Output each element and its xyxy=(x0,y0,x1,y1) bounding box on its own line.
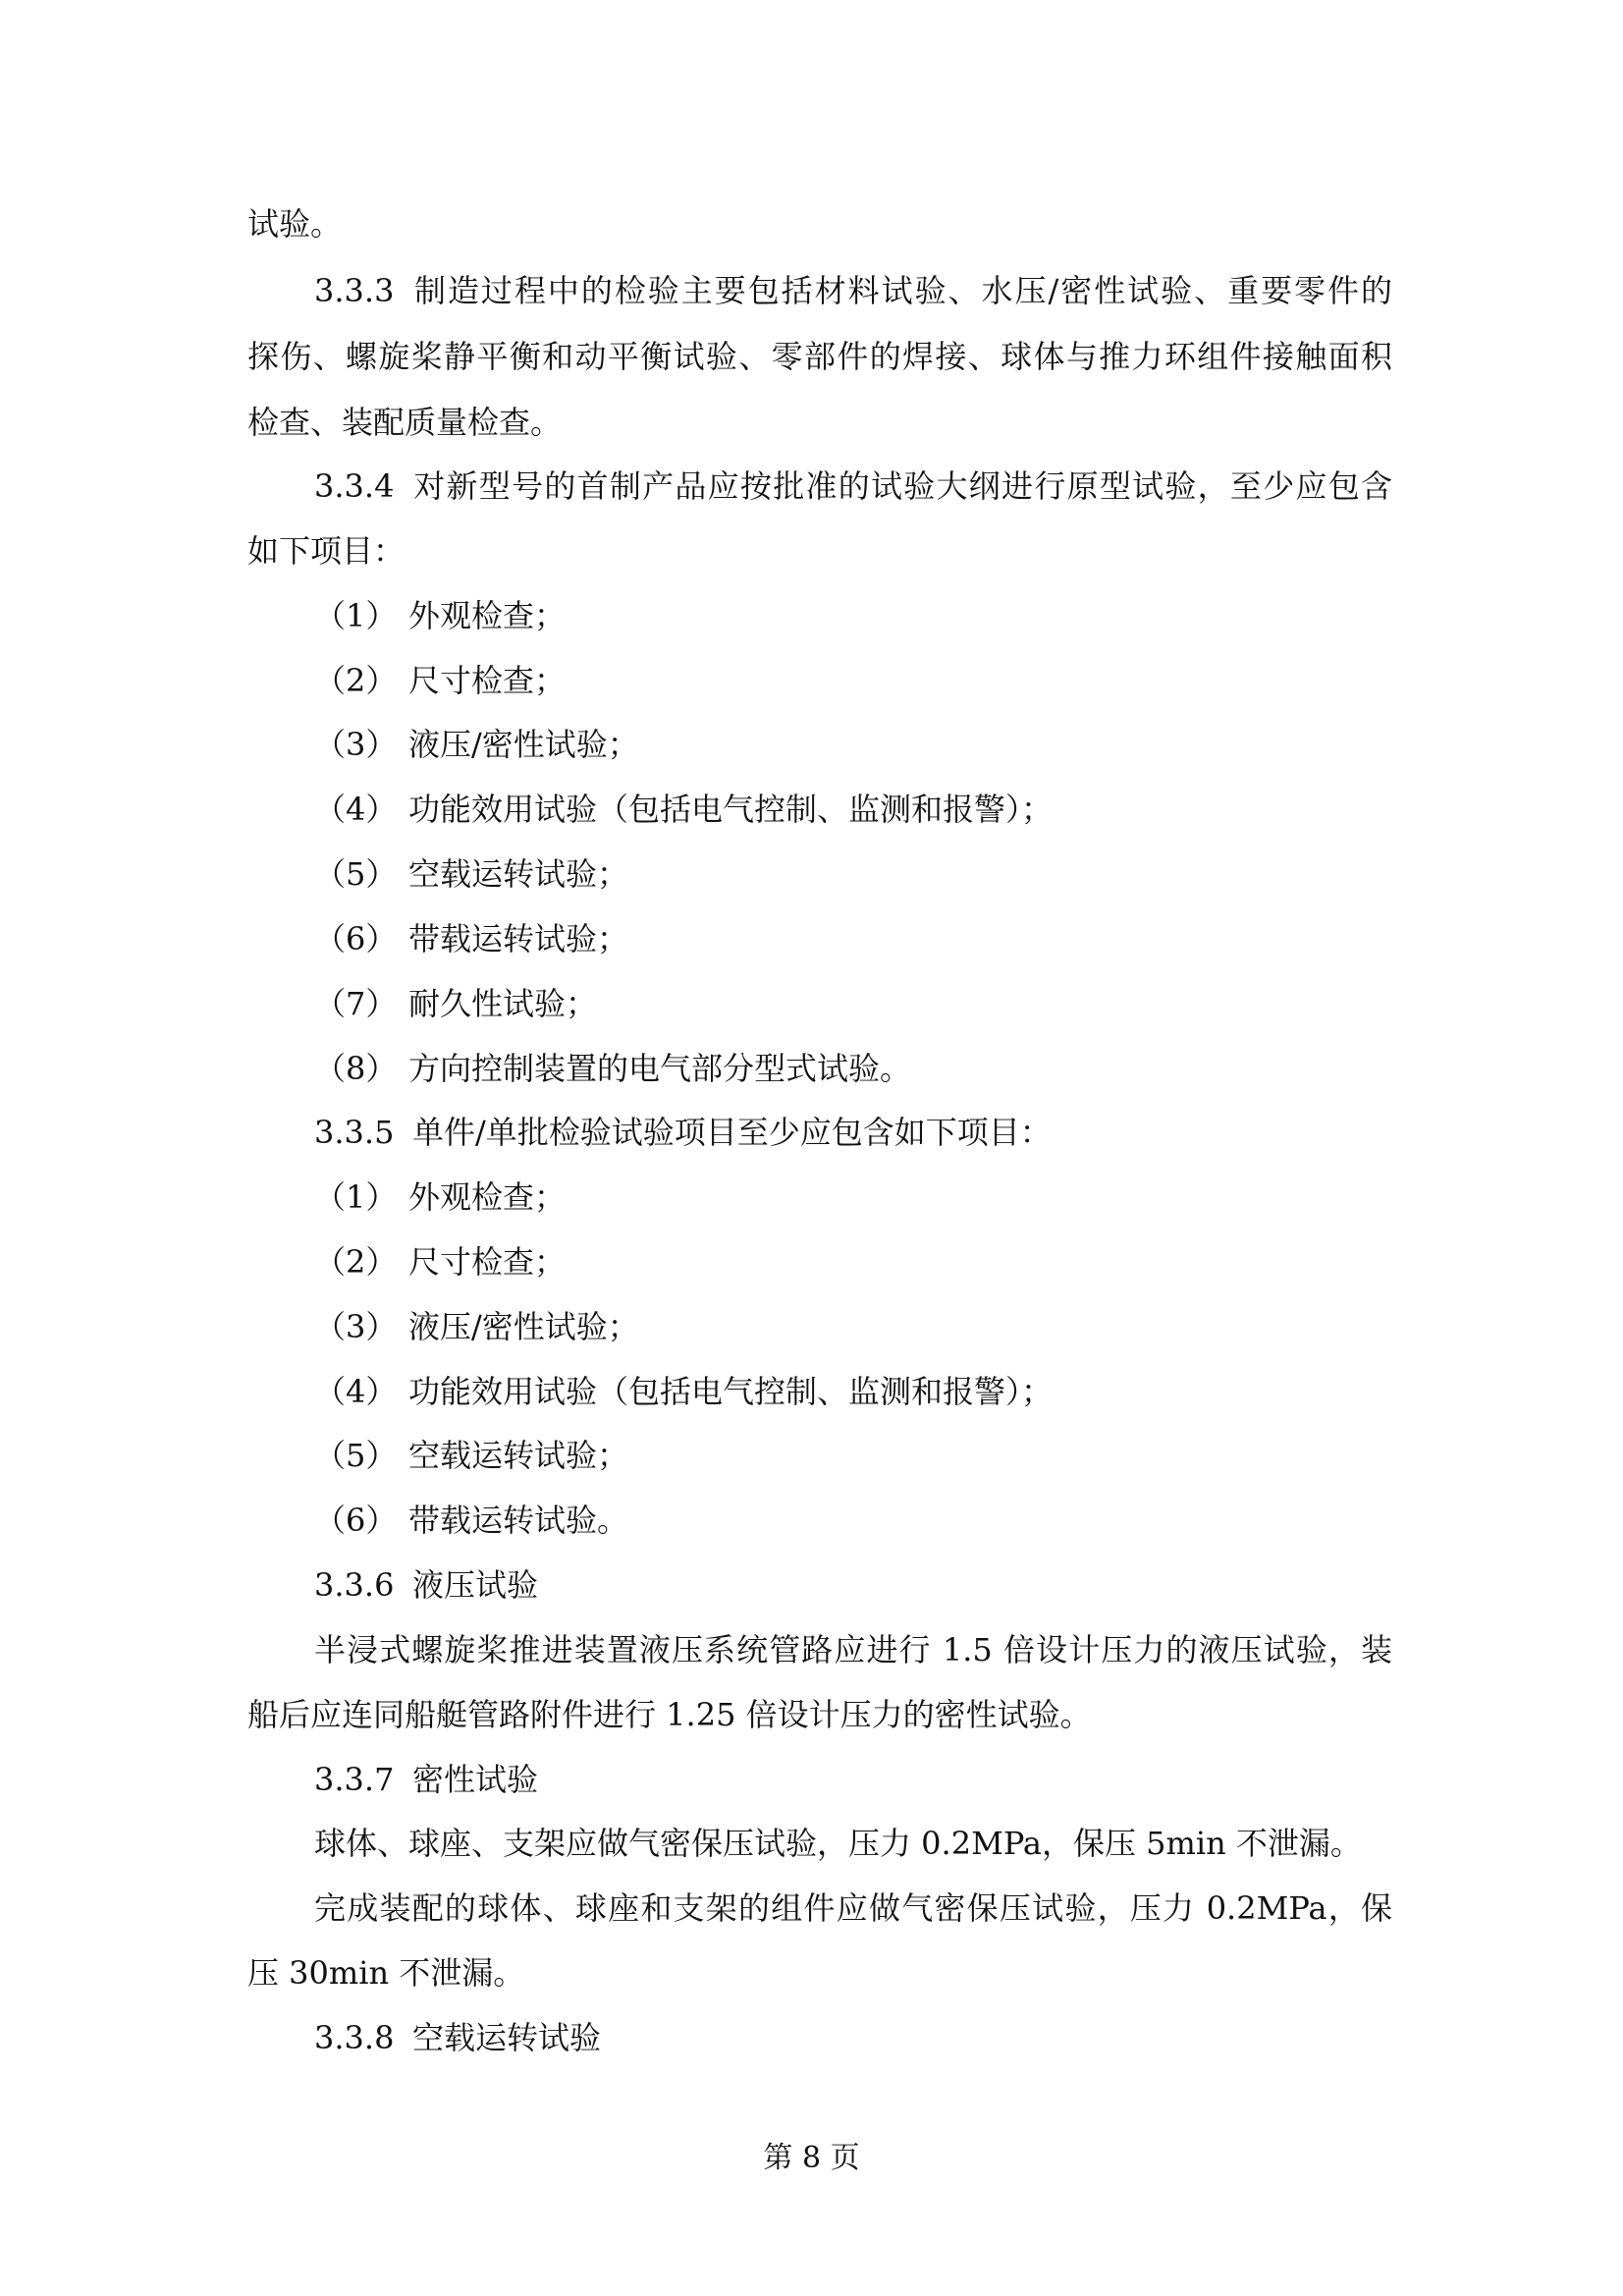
section-number: 3.3.4 xyxy=(314,467,395,505)
section-number: 3.3.3 xyxy=(314,272,395,309)
list-item xyxy=(314,1242,566,1282)
list-item xyxy=(314,919,628,958)
section-3-3-4-line-2: 如下项目： xyxy=(247,532,406,570)
section-3-3-3-line-1 xyxy=(314,271,1392,310)
section-3-3-7-heading xyxy=(314,1760,538,1799)
item-text: 外观检查； xyxy=(408,1178,567,1216)
section-3-3-6-line-2: 船后应连同船艇管路附件进行 1.25 倍设计压力的密性试验。 xyxy=(247,1696,1092,1733)
section-3-3-3-line-2: 探伤、螺旋桨静平衡和动平衡试验、零部件的焊接、球体与推力环组件接触面积 xyxy=(247,338,1392,375)
section-3-3-7-paragraph-1: 球体、球座、支架应做气密保压试验，压力 0.2MPa，保压 5min 不泄漏。 xyxy=(314,1825,1362,1862)
paragraph-continuation: 试验。 xyxy=(247,205,343,243)
section-text: 单件/单批检验试验项目至少应包含如下项目： xyxy=(412,1114,1052,1151)
item-text: 空载运转试验； xyxy=(408,1437,629,1474)
list-item xyxy=(314,1372,1053,1411)
section-3-3-6-heading xyxy=(314,1565,538,1605)
item-number: （2） xyxy=(314,662,398,699)
section-3-3-3-line-3: 检查、装配质量检查。 xyxy=(247,404,563,441)
list-item xyxy=(314,596,566,635)
section-text: 制造过程中的检验主要包括材料试验、水压/密性试验、重要零件的 xyxy=(412,272,1392,309)
item-number: （1） xyxy=(314,1178,398,1216)
item-number: （5） xyxy=(314,855,398,893)
item-text: 液压/密性试验； xyxy=(408,726,639,763)
item-number: （3） xyxy=(314,726,398,763)
section-text: 对新型号的首制产品应按批准的试验大纲进行原型试验，至少应包含 xyxy=(412,467,1392,505)
item-number: （4） xyxy=(314,1373,398,1410)
list-item xyxy=(314,1436,628,1475)
item-text: 尺寸检查； xyxy=(408,662,567,699)
item-text: 尺寸检查； xyxy=(408,1243,567,1281)
list-item xyxy=(314,1177,566,1217)
section-3-3-6-line-1: 半浸式螺旋桨推进装置液压系统管路应进行 1.5 倍设计压力的液压试验，装 xyxy=(314,1631,1392,1668)
item-number: （8） xyxy=(314,1050,398,1087)
list-item xyxy=(314,984,597,1023)
section-title: 密性试验 xyxy=(412,1761,539,1798)
section-3-3-4-line-1 xyxy=(314,466,1392,506)
section-3-3-8-heading xyxy=(314,2018,601,2057)
list-item xyxy=(314,1307,639,1346)
item-number: （1） xyxy=(314,597,398,634)
section-3-3-5-heading xyxy=(314,1113,1052,1152)
list-item xyxy=(314,1049,911,1088)
page-number: 第 8 页 xyxy=(763,2141,860,2175)
section-title: 液压试验 xyxy=(412,1566,539,1604)
section-title: 空载运转试验 xyxy=(412,2019,602,2056)
section-number: 3.3.6 xyxy=(314,1566,395,1604)
list-item xyxy=(314,661,566,700)
section-number: 3.3.7 xyxy=(314,1761,395,1798)
section-3-3-7-paragraph-2-line-2: 压 30min 不泄漏。 xyxy=(247,1954,525,1992)
item-text: 空载运转试验； xyxy=(408,855,629,893)
list-item xyxy=(314,1501,628,1540)
item-text: 功能效用试验（包括电气控制、监测和报警）； xyxy=(408,1373,1054,1410)
item-text: 外观检查； xyxy=(408,597,567,634)
item-text: 方向控制装置的电气部分型式试验。 xyxy=(408,1050,912,1087)
item-number: （4） xyxy=(314,791,398,828)
item-number: （7） xyxy=(314,985,398,1022)
section-3-3-7-paragraph-2-line-1: 完成装配的球体、球座和支架的组件应做气密保压试验，压力 0.2MPa，保 xyxy=(314,1889,1392,1927)
item-text: 带载运转试验； xyxy=(408,920,629,957)
item-number: （5） xyxy=(314,1437,398,1474)
list-item xyxy=(314,725,639,764)
item-number: （6） xyxy=(314,1502,398,1539)
item-text: 耐久性试验； xyxy=(408,985,598,1022)
list-item xyxy=(314,854,628,894)
list-item xyxy=(314,790,1053,829)
item-text: 液压/密性试验； xyxy=(408,1308,639,1345)
section-number: 3.3.8 xyxy=(314,2019,395,2056)
section-number: 3.3.5 xyxy=(314,1114,395,1151)
item-text: 功能效用试验（包括电气控制、监测和报警）； xyxy=(408,791,1054,828)
item-text: 带载运转试验。 xyxy=(408,1502,629,1539)
item-number: （3） xyxy=(314,1308,398,1345)
item-number: （2） xyxy=(314,1243,398,1281)
item-number: （6） xyxy=(314,920,398,957)
